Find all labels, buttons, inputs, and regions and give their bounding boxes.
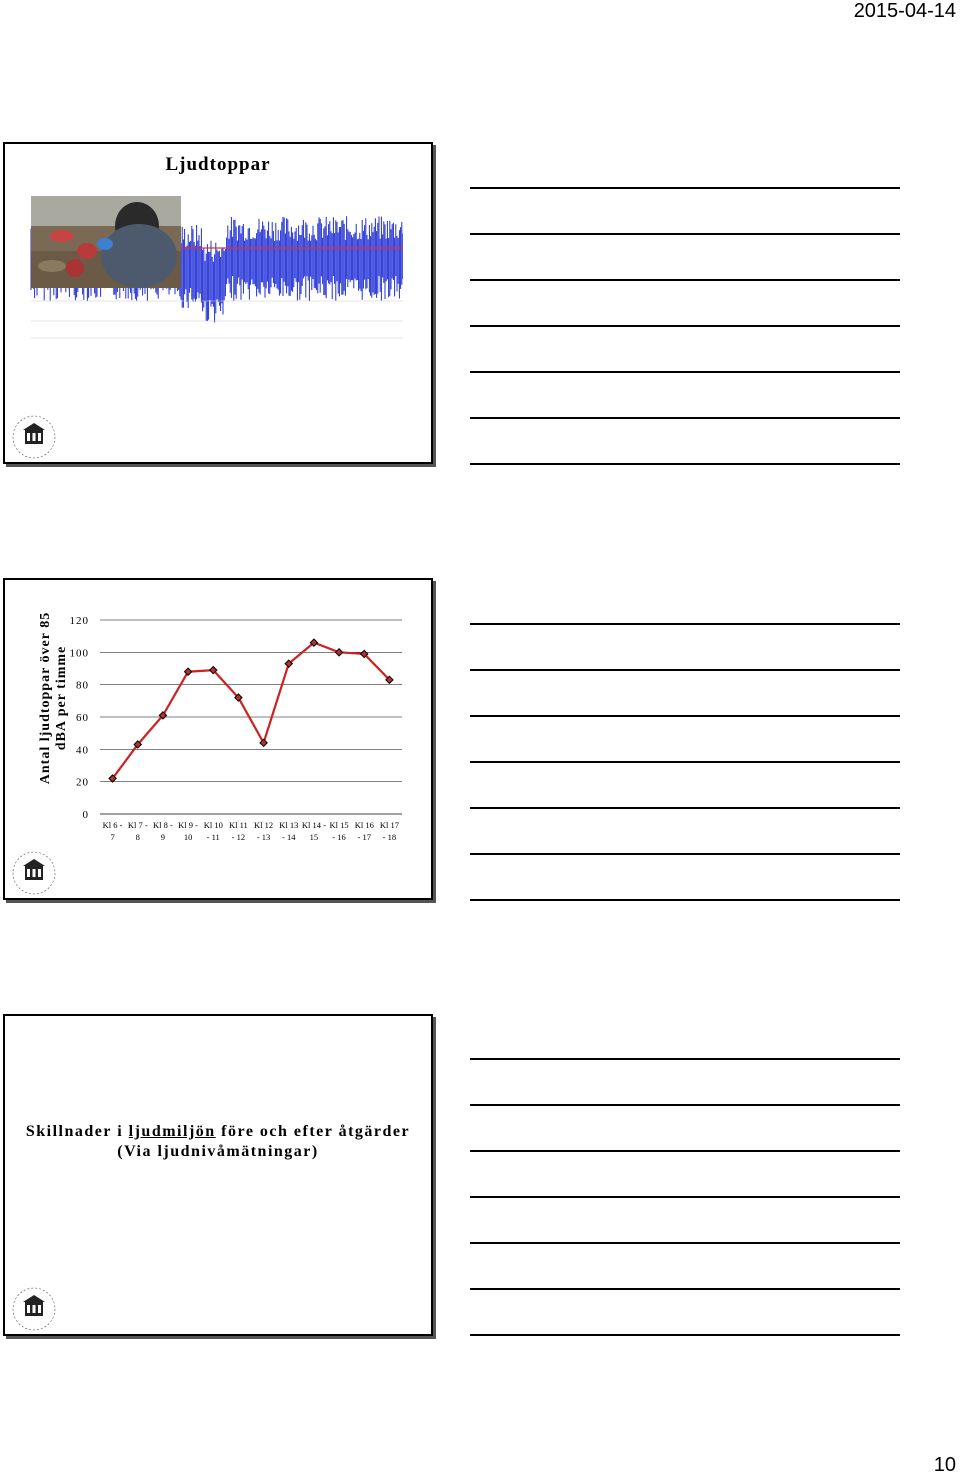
x-tick-label: Kl 17 — [379, 820, 399, 830]
page-number: 10 — [933, 1454, 956, 1476]
title-part2: före och efter åtgärder — [215, 1123, 411, 1140]
y-tick-label: 20 — [76, 776, 89, 789]
university-logo — [11, 850, 57, 896]
university-logo — [11, 414, 57, 460]
university-logo — [11, 1286, 57, 1332]
x-tick-label: Kl 11 — [229, 820, 248, 830]
series-line — [113, 643, 390, 779]
notes-lines-1 — [470, 187, 900, 509]
notes-lines-3 — [470, 1058, 900, 1380]
x-tick-label: 15 — [309, 832, 319, 842]
line-chart — [5, 580, 431, 898]
x-tick-label: Kl 7 - — [127, 820, 148, 830]
x-tick-label: - 12 — [231, 832, 246, 842]
x-tick-label: - 16 — [332, 832, 346, 842]
y-tick-label: 0 — [82, 809, 89, 821]
x-tick-label: - 13 — [256, 832, 271, 842]
notes-lines-2 — [470, 623, 900, 945]
y-tick-label: 80 — [76, 679, 89, 692]
y-tick-label: 60 — [76, 712, 89, 724]
x-tick-label: Kl 12 — [254, 820, 274, 830]
x-tick-label: 8 — [135, 832, 140, 842]
y-tick-label: 120 — [69, 615, 89, 627]
y-tick-label: 40 — [76, 744, 89, 757]
x-tick-label: Kl 8 - — [152, 820, 173, 830]
x-tick-label: 10 — [183, 832, 193, 842]
slide-title: Ljudtoppar — [165, 154, 271, 175]
x-tick-label: Kl 13 — [279, 820, 299, 830]
slide-3 — [3, 1014, 433, 1336]
x-tick-label: - 18 — [382, 832, 397, 842]
title-part1: Skillnader i — [25, 1123, 129, 1140]
slide-1 — [3, 142, 433, 464]
slide-2 — [3, 578, 433, 900]
x-tick-label: - 11 — [206, 832, 220, 842]
x-tick-label: 7 — [110, 832, 115, 842]
x-tick-label: Kl 10 — [203, 820, 223, 830]
x-tick-label: Kl 9 - — [178, 820, 199, 830]
x-tick-label: 9 — [160, 832, 166, 842]
slide-title — [5, 1122, 431, 1162]
title-underlined: ljudmiljön — [128, 1123, 216, 1140]
data-point — [335, 649, 342, 656]
x-tick-label: - 17 — [357, 832, 371, 842]
x-tick-label: Kl 15 — [329, 820, 349, 830]
x-tick-label: - 14 — [282, 832, 296, 842]
x-tick-label: Kl 16 — [354, 820, 374, 830]
y-axis-title-line2: dBA per timme — [54, 645, 69, 751]
title-line2: (Via ljudnivåmätningar) — [117, 1143, 319, 1160]
y-tick-label: 100 — [69, 647, 89, 660]
y-axis-title-line1: Antal ljudtoppar över 85 — [38, 611, 53, 785]
sound-level-graph — [27, 196, 403, 348]
header-date: 2015-04-14 — [853, 0, 956, 22]
x-tick-label: Kl 6 - — [102, 820, 123, 830]
x-tick-label: Kl 14 - — [301, 820, 326, 830]
